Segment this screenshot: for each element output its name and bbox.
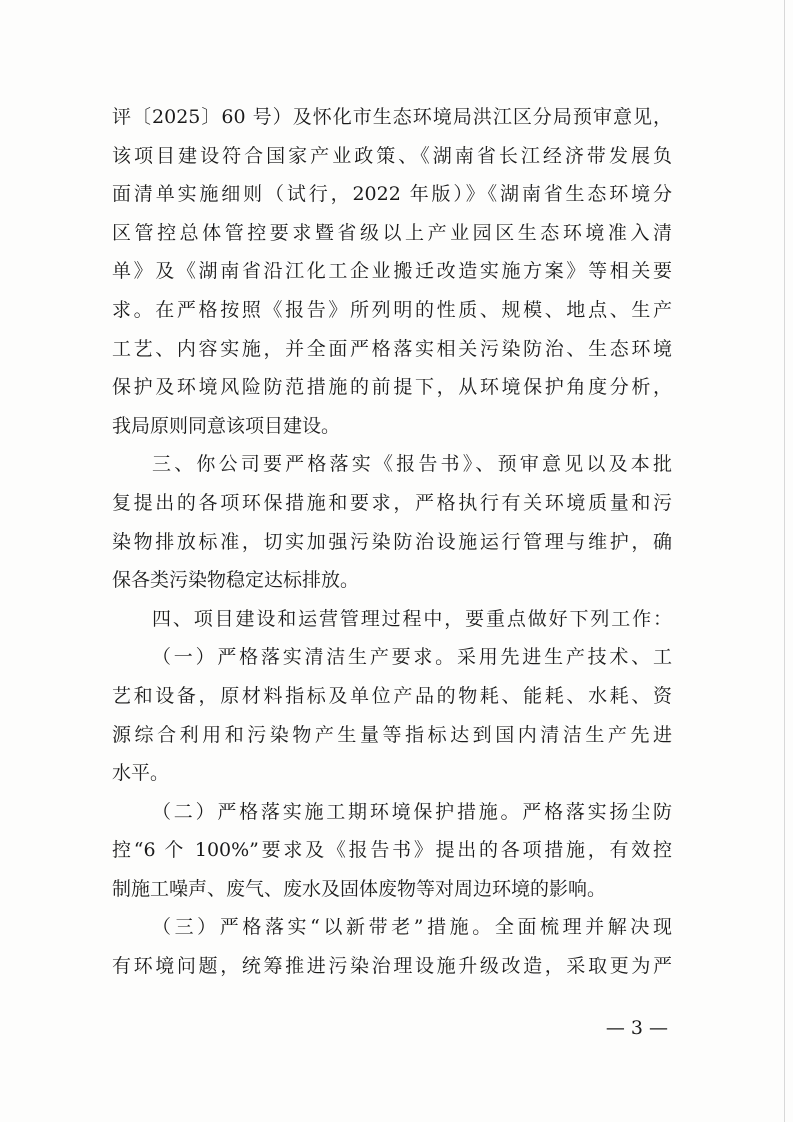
scan-edge-line <box>784 0 785 1122</box>
text-line: 保护及环境风险防范措施的前提下，从环境保护角度分析， <box>112 376 672 399</box>
text-line: 艺和设备，原材料指标及单位产品的物耗、能耗、水耗、资 <box>112 684 672 707</box>
text-line: （一）严格落实清洁生产要求。采用先进生产技术、工 <box>152 646 672 669</box>
text-line: 求。在严格按照《报告》所列明的性质、规模、地点、生产 <box>112 298 672 321</box>
page-number: — 3 — <box>605 1017 668 1039</box>
text-line: 单》及《湖南省沿江化工企业搬迁改造实施方案》等相关要 <box>112 260 672 283</box>
text-line: 工艺、内容实施，并全面严格落实相关污染防治、生态环境 <box>112 337 672 360</box>
text-line: 该项目建设符合国家产业政策、《湖南省长江经济带发展负 <box>112 144 672 167</box>
text-line: 有环境问题，统筹推进污染治理设施升级改造，采取更为严 <box>112 955 672 978</box>
document-body <box>112 98 672 986</box>
text-line: 复提出的各项环保措施和要求，严格执行有关环境质量和污 <box>112 491 672 514</box>
text-line: 制施工噪声、废气、废水及固体废物等对周边环境的影响。 <box>112 877 607 900</box>
text-line: 染物排放标准，切实加强污染防治设施运行管理与维护，确 <box>112 530 672 553</box>
text-line: 区管控总体管控要求暨省级以上产业园区生态环境准入清 <box>112 221 672 244</box>
text-line: 保各类污染物稳定达标排放。 <box>112 569 360 592</box>
text-line: 我局原则同意该项目建设。 <box>112 414 341 437</box>
text-line: （三）严格落实“以新带老”措施。全面梳理并解决现 <box>152 916 672 939</box>
text-line: （二）严格落实施工期环境保护措施。严格落实扬尘防 <box>152 800 672 823</box>
text-line: 四、项目建设和运营管理过程中，要重点做好下列工作： <box>152 607 672 630</box>
text-line: 面清单实施细则（试行，2022 年版）》《湖南省生态环境分 <box>112 183 672 206</box>
text-line: 控“6 个 100%”要求及《报告书》提出的各项措施，有效控 <box>112 839 672 862</box>
text-line: 三、你公司要严格落实《报告书》、预审意见以及本批 <box>152 453 672 476</box>
text-line: 评〔2025〕60 号）及怀化市生态环境局洪江区分局预审意见， <box>112 106 672 128</box>
text-line: 水平。 <box>112 762 170 785</box>
text-line: 源综合利用和污染物产生量等指标达到国内清洁生产先进 <box>112 723 672 746</box>
